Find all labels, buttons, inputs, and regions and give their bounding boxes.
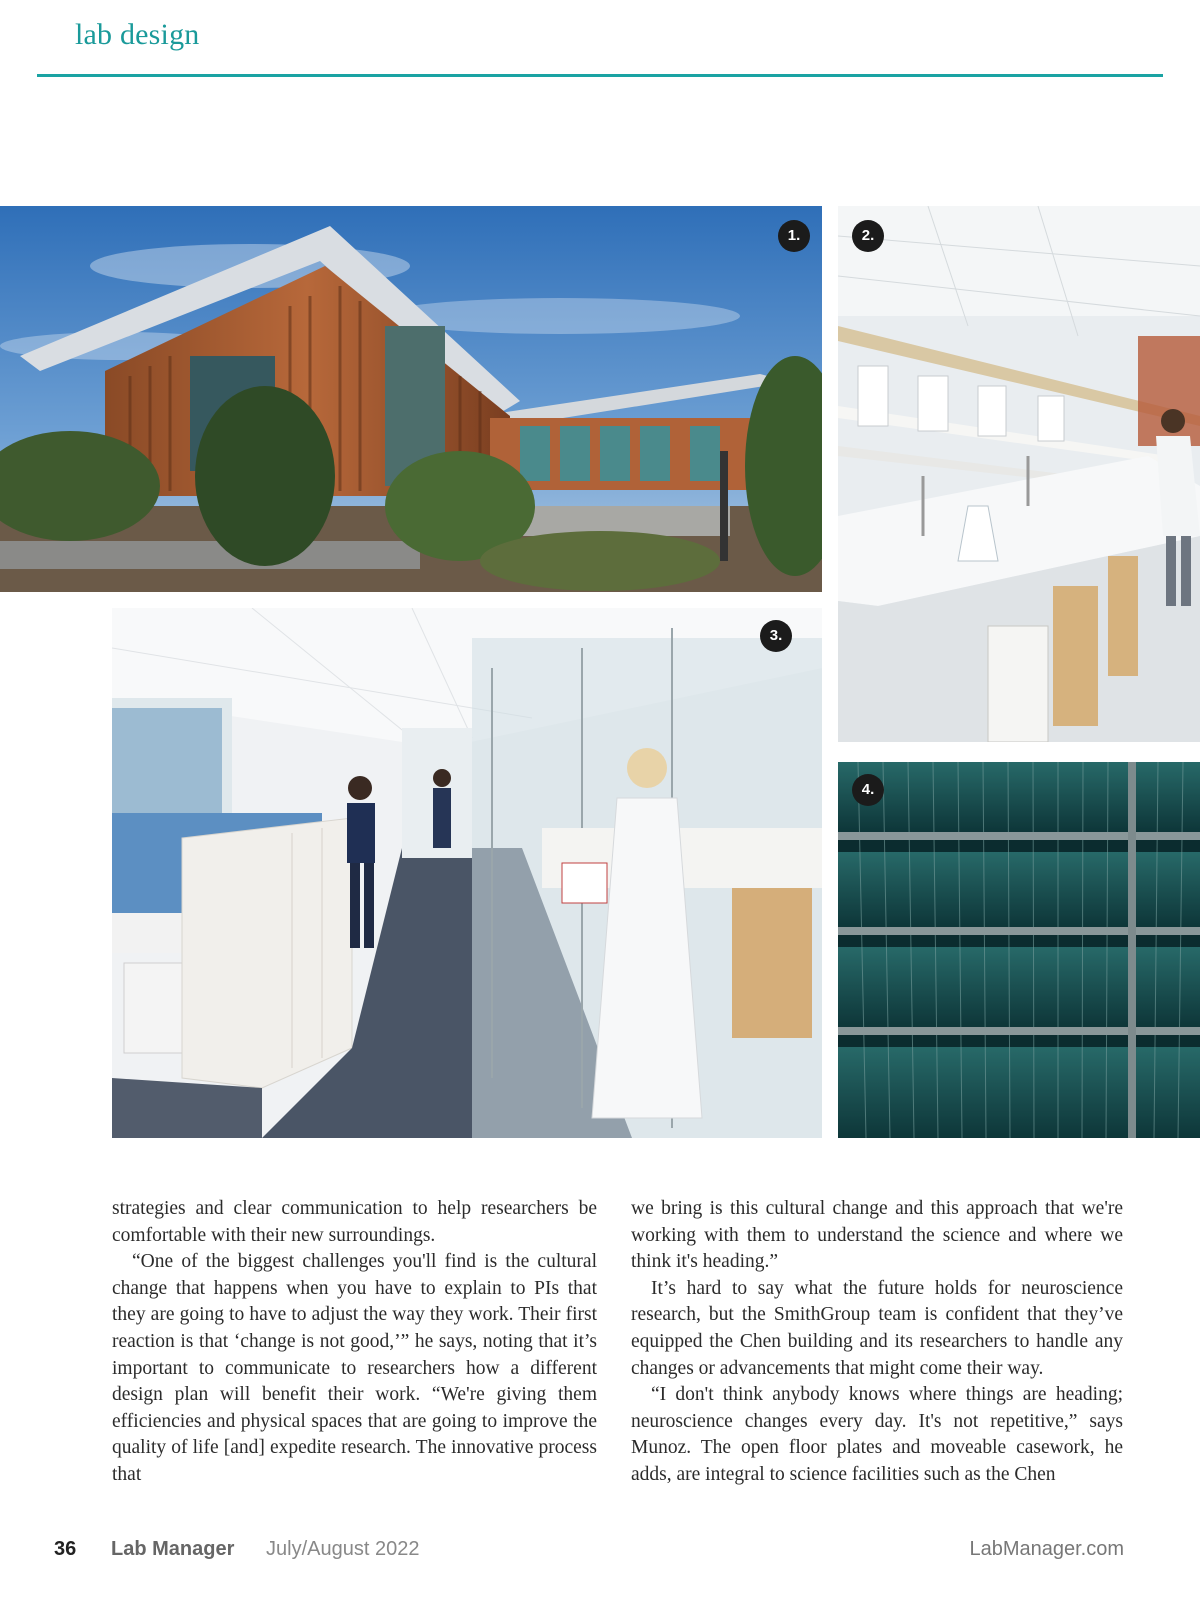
- issue-date: July/August 2022: [266, 1538, 420, 1560]
- photo-lab-bench: [838, 206, 1200, 742]
- section-label: lab design: [75, 18, 200, 51]
- body-paragraph: strategies and clear communication to help researchers be comfortable with their new surroundings.: [112, 1198, 597, 1246]
- website-url: LabManager.com: [969, 1538, 1124, 1560]
- body-paragraph: “One of the biggest challenges you'll find is the cultural change that happens when you have to explain to PIs that they are going to have to adjust the way they work. Their first reaction is that ‘change is not good,’” he says, noting that it’s important to communicate to researchers how a different design plan will benefit their work. “We're giving them efficiencies and physical spaces that are going to improve the quality of life [and] expedite research. The innovative process that: [112, 1251, 597, 1485]
- photo-badge: 3.: [760, 620, 792, 652]
- body-column-right: [631, 1196, 1123, 1489]
- photo-badge: 1.: [778, 220, 810, 252]
- page-number: 36: [54, 1538, 77, 1560]
- photo-office-corridor: [112, 608, 822, 1138]
- body-paragraph: we bring is this cultural change and this approach that we're working with them to understand the science and where we think it's heading.”: [631, 1198, 1123, 1273]
- body-paragraph: “I don't think anybody knows where things are heading; neuroscience changes every day. It's not repetitive,” says Munoz. The open floor plates and moveable casework, he adds, are integral to science facilities such as the Chen: [631, 1384, 1123, 1485]
- body-paragraph: It’s hard to say what the future holds for neuroscience research, but the SmithGroup team is confident that they’ve equipped the Chen building and its researchers to handle any changes or advancements that might come their way.: [631, 1277, 1123, 1379]
- header-rule: [37, 74, 1163, 77]
- photo-aquarium-racks: [838, 762, 1200, 1138]
- magazine-name: Lab Manager: [111, 1538, 235, 1560]
- photo-building-exterior: [0, 206, 822, 592]
- photo-badge: 4.: [852, 774, 884, 806]
- body-column-left: [112, 1196, 597, 1489]
- photo-badge: 2.: [852, 220, 884, 252]
